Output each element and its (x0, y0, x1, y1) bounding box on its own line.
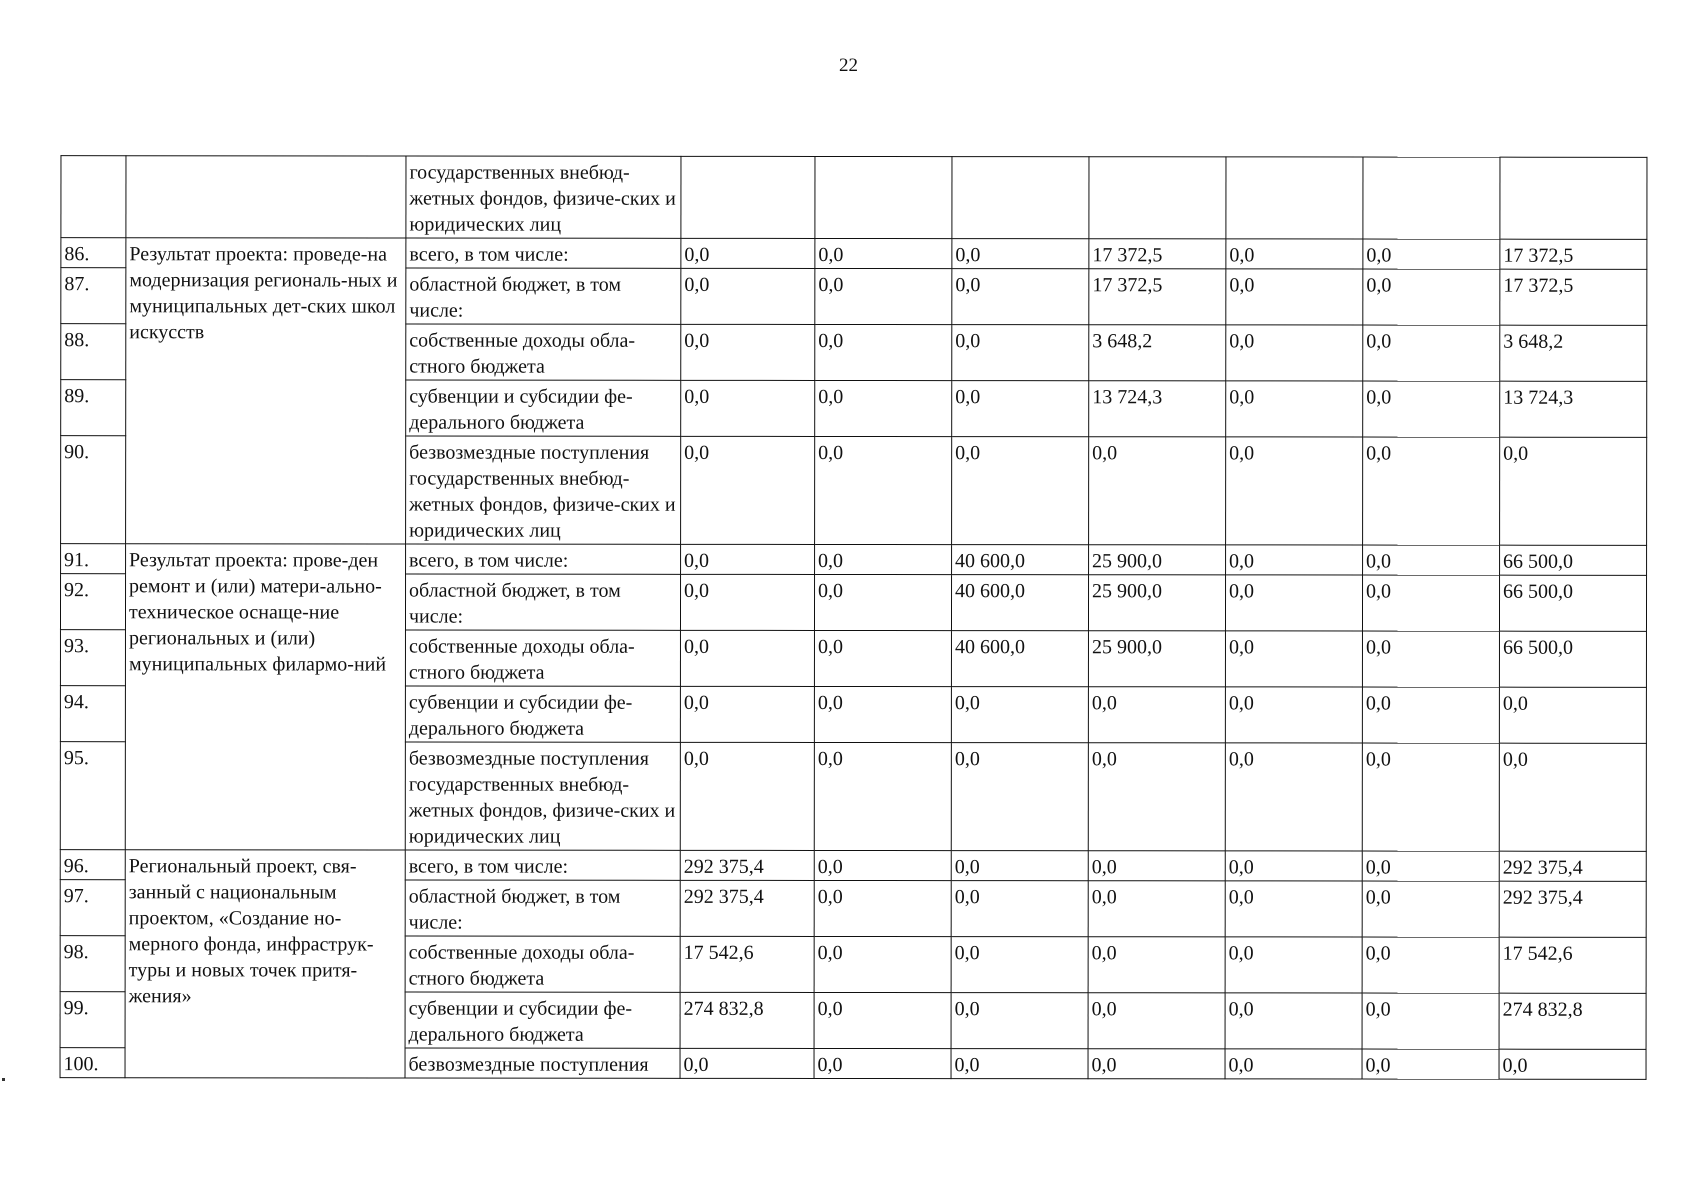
row-label: государственных внебюд-жетных фондов, физиче-ских и юридических лиц (406, 156, 681, 238)
row-number: 88. (61, 324, 126, 380)
row-number: 89. (61, 380, 126, 436)
value-cell: 0,0 (814, 574, 951, 630)
table-row (60, 850, 1646, 882)
value-cell: 40 600,0 (952, 545, 1089, 575)
value-cell: 66 500,0 (1499, 631, 1646, 687)
value-cell: 0,0 (952, 437, 1089, 545)
row-number: 97. (60, 880, 125, 936)
row-label: безвозмездные поступления государственных внебюд-жетных фондов, физиче-ских и юридических лиц (405, 742, 680, 850)
value-cell: 0,0 (1362, 631, 1499, 687)
value-cell: 0,0 (1225, 687, 1362, 743)
value-cell: 274 832,8 (1499, 993, 1646, 1049)
value-cell: 17 542,6 (1499, 937, 1646, 993)
row-number: 93. (60, 630, 125, 686)
value-cell: 0,0 (951, 743, 1088, 851)
value-cell: 0,0 (681, 436, 815, 544)
row-number: 87. (61, 268, 126, 324)
value-cell: 0,0 (814, 686, 951, 742)
value-cell: 0,0 (1362, 743, 1499, 851)
value-cell: 0,0 (1362, 575, 1499, 631)
value-cell: 0,0 (1499, 743, 1646, 851)
page-number: 22 (839, 55, 858, 76)
value-cell: 0,0 (814, 742, 951, 850)
row-label: безвозмездные поступления государственных внебюд-жетных фондов, физиче-ских и юридических лиц (406, 436, 681, 544)
value-cell: 292 375,4 (1499, 851, 1646, 881)
value-cell: 0,0 (1225, 1049, 1362, 1079)
budget-table (60, 155, 1648, 1080)
value-cell: 66 500,0 (1500, 545, 1647, 575)
value-cell: 0,0 (815, 544, 952, 574)
value-cell: 0,0 (1225, 851, 1362, 881)
table-row (61, 544, 1647, 576)
value-cell: 0,0 (1225, 631, 1362, 687)
row-number: 94. (60, 686, 125, 742)
value-cell: 66 500,0 (1499, 575, 1646, 631)
value-cell: 0,0 (814, 992, 951, 1048)
row-label: собственные доходы обла-стного бюджета (406, 324, 681, 380)
row-label: субвенции и субсидии фе-дерального бюджета (406, 380, 681, 436)
row-number: 100. (60, 1048, 125, 1078)
row-label: собственные доходы обла-стного бюджета (405, 936, 680, 992)
value-cell: 0,0 (1088, 687, 1225, 743)
group-title-cell (126, 156, 406, 238)
value-cell: 0,0 (681, 238, 815, 268)
value-cell: 0,0 (1363, 545, 1500, 575)
value-cell: 0,0 (1226, 437, 1363, 545)
value-cell: 0,0 (1226, 381, 1363, 437)
value-cell: 0,0 (1363, 269, 1500, 325)
group-title: Региональный проект, свя-занный с национальным проектом, «Создание но-мерного фонда, инфраструк-туры и новых точек притя-жения» (125, 850, 405, 1078)
value-cell: 0,0 (1362, 937, 1499, 993)
value-cell: 17 372,5 (1500, 269, 1647, 325)
value-cell: 0,0 (814, 630, 951, 686)
value-cell: 0,0 (1088, 851, 1225, 881)
value-cell: 0,0 (1226, 325, 1363, 381)
value-cell: 17 372,5 (1089, 239, 1226, 269)
value-cell (681, 156, 815, 238)
value-cell: 0,0 (1362, 881, 1499, 937)
value-cell: 0,0 (1225, 937, 1362, 993)
row-label: субвенции и субсидии фе-дерального бюджета (405, 992, 680, 1048)
row-label: безвозмездные поступления (405, 1048, 680, 1078)
value-cell: 0,0 (1088, 937, 1225, 993)
value-cell: 292 375,4 (680, 880, 814, 936)
value-cell (1226, 157, 1363, 239)
value-cell: 25 900,0 (1088, 631, 1225, 687)
row-label: всего, в том числе: (405, 850, 680, 880)
value-cell: 0,0 (1362, 993, 1499, 1049)
value-cell: 0,0 (1362, 687, 1499, 743)
row-number: 92. (60, 574, 125, 630)
value-cell: 0,0 (815, 380, 952, 436)
value-cell: 0,0 (1225, 993, 1362, 1049)
value-cell: 0,0 (815, 324, 952, 380)
value-cell: 0,0 (814, 850, 951, 880)
value-cell: 0,0 (1088, 1049, 1225, 1079)
value-cell: 0,0 (680, 1048, 814, 1078)
value-cell: 0,0 (681, 380, 815, 436)
value-cell: 292 375,4 (1499, 881, 1646, 937)
value-cell: 0,0 (1363, 437, 1500, 545)
group-title: Результат проекта: проведе-на модернизация региональ-ных и муниципальных дет-ских школ искусств (126, 238, 406, 544)
value-cell: 0,0 (1226, 545, 1363, 575)
value-cell: 3 648,2 (1500, 325, 1647, 381)
value-cell: 0,0 (680, 742, 814, 850)
value-cell: 0,0 (951, 937, 1088, 993)
value-cell: 0,0 (814, 880, 951, 936)
value-cell: 0,0 (681, 324, 815, 380)
value-cell: 0,0 (951, 687, 1088, 743)
value-cell: 0,0 (1225, 743, 1362, 851)
table-row-continuation (61, 156, 1647, 240)
value-cell: 0,0 (1363, 325, 1500, 381)
value-cell: 292 375,4 (680, 850, 814, 880)
row-number: 98. (60, 936, 125, 992)
row-number: 96. (60, 850, 125, 880)
value-cell: 3 648,2 (1089, 325, 1226, 381)
value-cell: 274 832,8 (680, 992, 814, 1048)
value-cell: 0,0 (951, 1049, 1088, 1079)
value-cell: 0,0 (1362, 851, 1499, 881)
value-cell: 0,0 (1363, 381, 1500, 437)
value-cell: 0,0 (815, 238, 952, 268)
table-row (61, 238, 1647, 270)
value-cell: 0,0 (681, 544, 815, 574)
value-cell: 0,0 (1226, 269, 1363, 325)
group-title: Результат проекта: прове-ден ремонт и (или) матери-ально-техническое оснаще-ние региональных и (или) муниципальных филармо-ний (125, 544, 405, 850)
value-cell: 0,0 (951, 851, 1088, 881)
value-cell: 17 372,5 (1500, 239, 1647, 269)
value-cell: 0,0 (814, 936, 951, 992)
value-cell: 13 724,3 (1089, 381, 1226, 437)
value-cell: 0,0 (681, 268, 815, 324)
value-cell: 0,0 (815, 436, 952, 544)
value-cell: 0,0 (952, 239, 1089, 269)
value-cell: 0,0 (1088, 881, 1225, 937)
value-cell: 0,0 (1499, 687, 1646, 743)
value-cell: 25 900,0 (1089, 545, 1226, 575)
value-cell: 0,0 (1088, 993, 1225, 1049)
value-cell: 0,0 (1089, 437, 1226, 545)
value-cell: 0,0 (680, 574, 814, 630)
value-cell (1089, 157, 1226, 239)
row-label: всего, в том числе: (406, 544, 681, 574)
row-number: 90. (61, 436, 126, 544)
value-cell: 13 724,3 (1500, 381, 1647, 437)
row-label: областной бюджет, в том числе: (405, 574, 680, 630)
value-cell: 0,0 (1225, 881, 1362, 937)
row-number: 95. (60, 742, 125, 850)
row-label: всего, в том числе: (406, 238, 681, 268)
value-cell (1500, 157, 1647, 239)
scan-mark (2, 1078, 5, 1081)
value-cell (952, 157, 1089, 239)
row-label: собственные доходы обла-стного бюджета (405, 630, 680, 686)
value-cell: 0,0 (952, 269, 1089, 325)
value-cell (1363, 157, 1500, 239)
value-cell: 0,0 (680, 630, 814, 686)
row-label: областной бюджет, в том числе: (406, 268, 681, 324)
value-cell: 25 900,0 (1088, 575, 1225, 631)
row-number-cell (61, 156, 126, 238)
value-cell: 0,0 (680, 686, 814, 742)
value-cell: 0,0 (1226, 239, 1363, 269)
value-cell: 0,0 (1225, 575, 1362, 631)
value-cell: 0,0 (1088, 743, 1225, 851)
row-label: областной бюджет, в том числе: (405, 880, 680, 936)
row-label: субвенции и субсидии фе-дерального бюджета (405, 686, 680, 742)
value-cell: 0,0 (952, 325, 1089, 381)
value-cell: 0,0 (951, 993, 1088, 1049)
value-cell: 40 600,0 (951, 575, 1088, 631)
table-body (60, 156, 1647, 1080)
value-cell: 0,0 (815, 268, 952, 324)
row-number: 99. (60, 992, 125, 1048)
row-number: 91. (61, 544, 126, 574)
value-cell: 0,0 (1499, 1049, 1646, 1079)
value-cell: 17 542,6 (680, 936, 814, 992)
value-cell: 0,0 (951, 881, 1088, 937)
value-cell: 0,0 (952, 381, 1089, 437)
value-cell: 0,0 (1363, 239, 1500, 269)
value-cell (815, 156, 952, 238)
value-cell: 40 600,0 (951, 631, 1088, 687)
row-number: 86. (61, 238, 126, 268)
value-cell: 0,0 (814, 1048, 951, 1078)
value-cell: 0,0 (1362, 1049, 1499, 1079)
value-cell: 0,0 (1500, 437, 1647, 545)
value-cell: 17 372,5 (1089, 269, 1226, 325)
